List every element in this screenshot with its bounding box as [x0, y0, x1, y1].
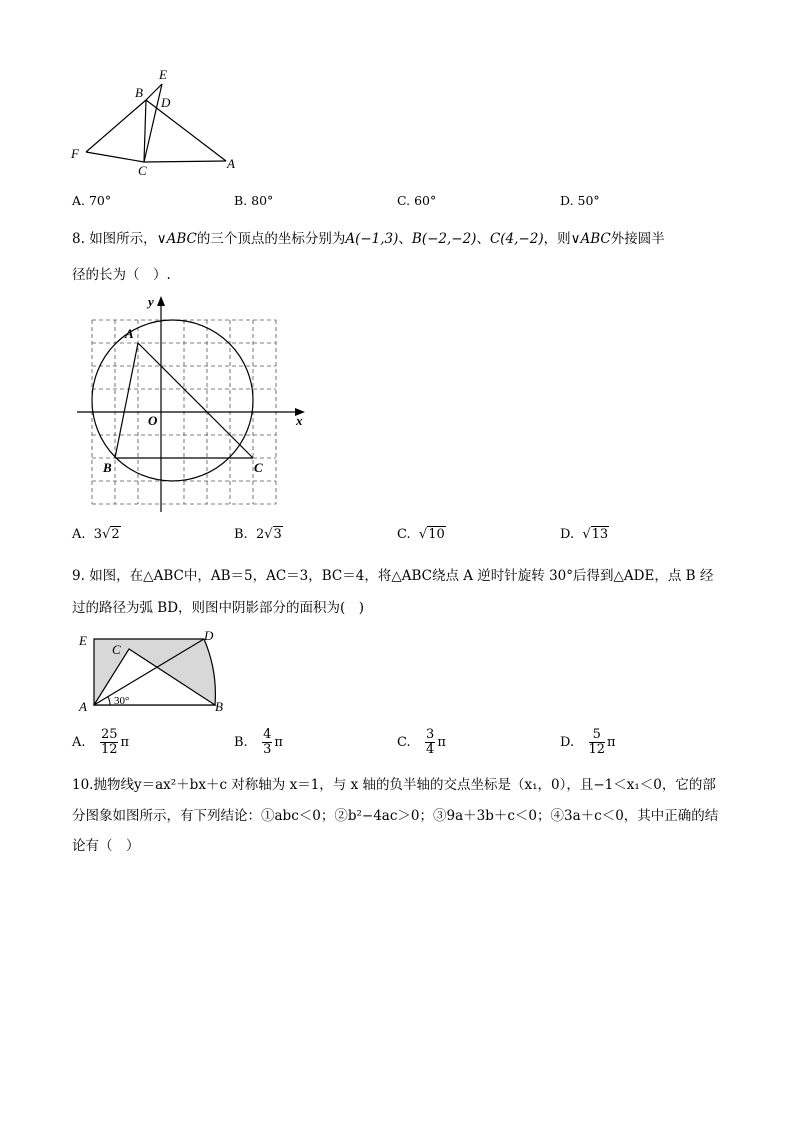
q8-text-part: 的三个顶点的坐标分别为	[196, 231, 346, 247]
pi-symbol: π	[274, 735, 283, 750]
q9-number: 9.	[72, 568, 85, 584]
q9-option-b[interactable]	[234, 728, 283, 757]
q9-text-line2: 过的路径为弧 BD，则图中阴影部分的面积为( )	[72, 600, 365, 616]
q8-option-c[interactable]: C. √10	[397, 527, 445, 542]
q7-label-A: A	[227, 156, 235, 171]
q10-text-line3: 论有（ ）	[72, 838, 140, 854]
q8-sep: 、	[398, 231, 412, 247]
q9-figure	[74, 627, 234, 717]
fraction-numerator: 3	[426, 727, 435, 742]
option-fraction	[262, 728, 272, 757]
q7-label-E: E	[159, 67, 167, 82]
fraction-denominator: 12	[100, 742, 118, 757]
q8-text-part: 外接圆半	[610, 231, 665, 247]
q8-sep: 、	[476, 231, 490, 247]
q10-text-line1	[72, 775, 716, 795]
q10-number: 10.	[72, 777, 94, 793]
q7-label-C: C	[138, 163, 147, 178]
q8-label-x: x	[296, 413, 303, 428]
option-radicand: 13	[591, 527, 609, 542]
q8-label-y: y	[148, 294, 154, 309]
q8-label-o: O	[148, 413, 158, 428]
q8-option-a[interactable]: A. 3√2	[72, 527, 120, 542]
option-letter: C.	[397, 527, 411, 542]
option-radicand: 2	[111, 527, 120, 542]
option-letter: A.	[72, 527, 86, 542]
q8-option-b[interactable]: B. 2√3	[234, 527, 282, 542]
option-letter: A.	[72, 735, 86, 750]
pi-symbol: π	[120, 735, 130, 750]
q9-label-d: D	[204, 628, 214, 643]
q7-label-D: D	[161, 95, 171, 110]
option-letter: B.	[234, 735, 248, 750]
q7-option-b[interactable]: B. 80°	[234, 193, 274, 208]
q9-label-e: E	[79, 633, 87, 648]
q7-label-B: B	[135, 85, 143, 100]
q9-angle-label: 30°	[114, 695, 130, 707]
option-coef: 2	[255, 527, 265, 542]
pi-symbol: π	[607, 735, 616, 750]
q7-options	[72, 193, 772, 213]
q8-label-b: B	[103, 460, 112, 475]
option-letter: B.	[234, 527, 248, 542]
option-letter: D.	[560, 735, 575, 750]
q9-option-c[interactable]	[397, 728, 446, 757]
q9-label-a: A	[79, 699, 87, 714]
option-letter: D.	[560, 527, 575, 542]
q7-option-d[interactable]: D. 50°	[560, 193, 600, 208]
q10-text-line2: 分图象如图所示，有下列结论：①abc＜0；②b²−4ac＞0；③9a＋3b＋c＜0；④3a＋c＜0，其中正确的结	[72, 808, 719, 824]
q7-label-F: F	[71, 146, 79, 161]
q9-text-line1	[72, 566, 713, 586]
q8-coord-c: C(4,−2)	[489, 231, 544, 247]
fraction-numerator: 4	[263, 727, 272, 742]
fraction-denominator: 3	[263, 742, 272, 757]
q8-triangle-2: ∨ABC	[570, 231, 611, 247]
q8-option-d[interactable]: D. √13	[560, 527, 609, 542]
q7-option-a[interactable]: A. 70°	[72, 193, 112, 208]
pi-symbol: π	[437, 735, 446, 750]
q9-option-a[interactable]	[72, 728, 129, 757]
q9-label-c: C	[112, 642, 121, 657]
q9-label-b: B	[215, 699, 223, 714]
option-coef: 3	[93, 527, 103, 542]
q8-text-line2: 径的长为（ ）.	[72, 267, 171, 283]
q8-figure	[75, 292, 315, 522]
q8-number: 8.	[72, 231, 85, 247]
q8-text-line1	[72, 229, 665, 249]
option-fraction	[425, 728, 435, 757]
option-fraction	[589, 728, 606, 757]
q9-line1: 如图，在△ABC中，AB＝5，AC＝3，BC＝4，将△ABC绕点 A 逆时针旋转 30°后得到△ADE，点 B 经	[89, 568, 714, 584]
q8-text-part: 如图所示，	[89, 231, 157, 247]
q8-coord-a: A(−1,3)	[345, 231, 399, 247]
option-letter: C.	[397, 735, 411, 750]
q8-triangle-1: ∨ABC	[156, 231, 197, 247]
option-radicand: 10	[428, 527, 445, 542]
q9-options	[72, 728, 772, 768]
q10-line1: 抛物线y＝ax²＋bx＋c 对称轴为 x＝1，与 x 轴的负半轴的交点坐标是（x₁，0），且−1＜x₁＜0，它的部	[93, 777, 716, 793]
option-fraction	[100, 728, 119, 757]
fraction-numerator: 5	[589, 728, 606, 743]
q7-figure	[60, 60, 260, 180]
fraction-denominator: 4	[426, 742, 435, 757]
q8-label-c: C	[254, 460, 263, 475]
option-radicand: 3	[273, 527, 282, 542]
q8-label-a: A	[125, 326, 134, 341]
q7-option-c[interactable]: C. 60°	[397, 193, 437, 208]
fraction-denominator: 12	[588, 742, 606, 757]
q8-text-part: ，则	[543, 231, 571, 247]
q8-coord-b: B(−2,−2)	[411, 231, 477, 247]
q8-options	[72, 527, 772, 549]
fraction-numerator: 25	[100, 727, 118, 742]
q9-option-d[interactable]	[560, 728, 616, 757]
